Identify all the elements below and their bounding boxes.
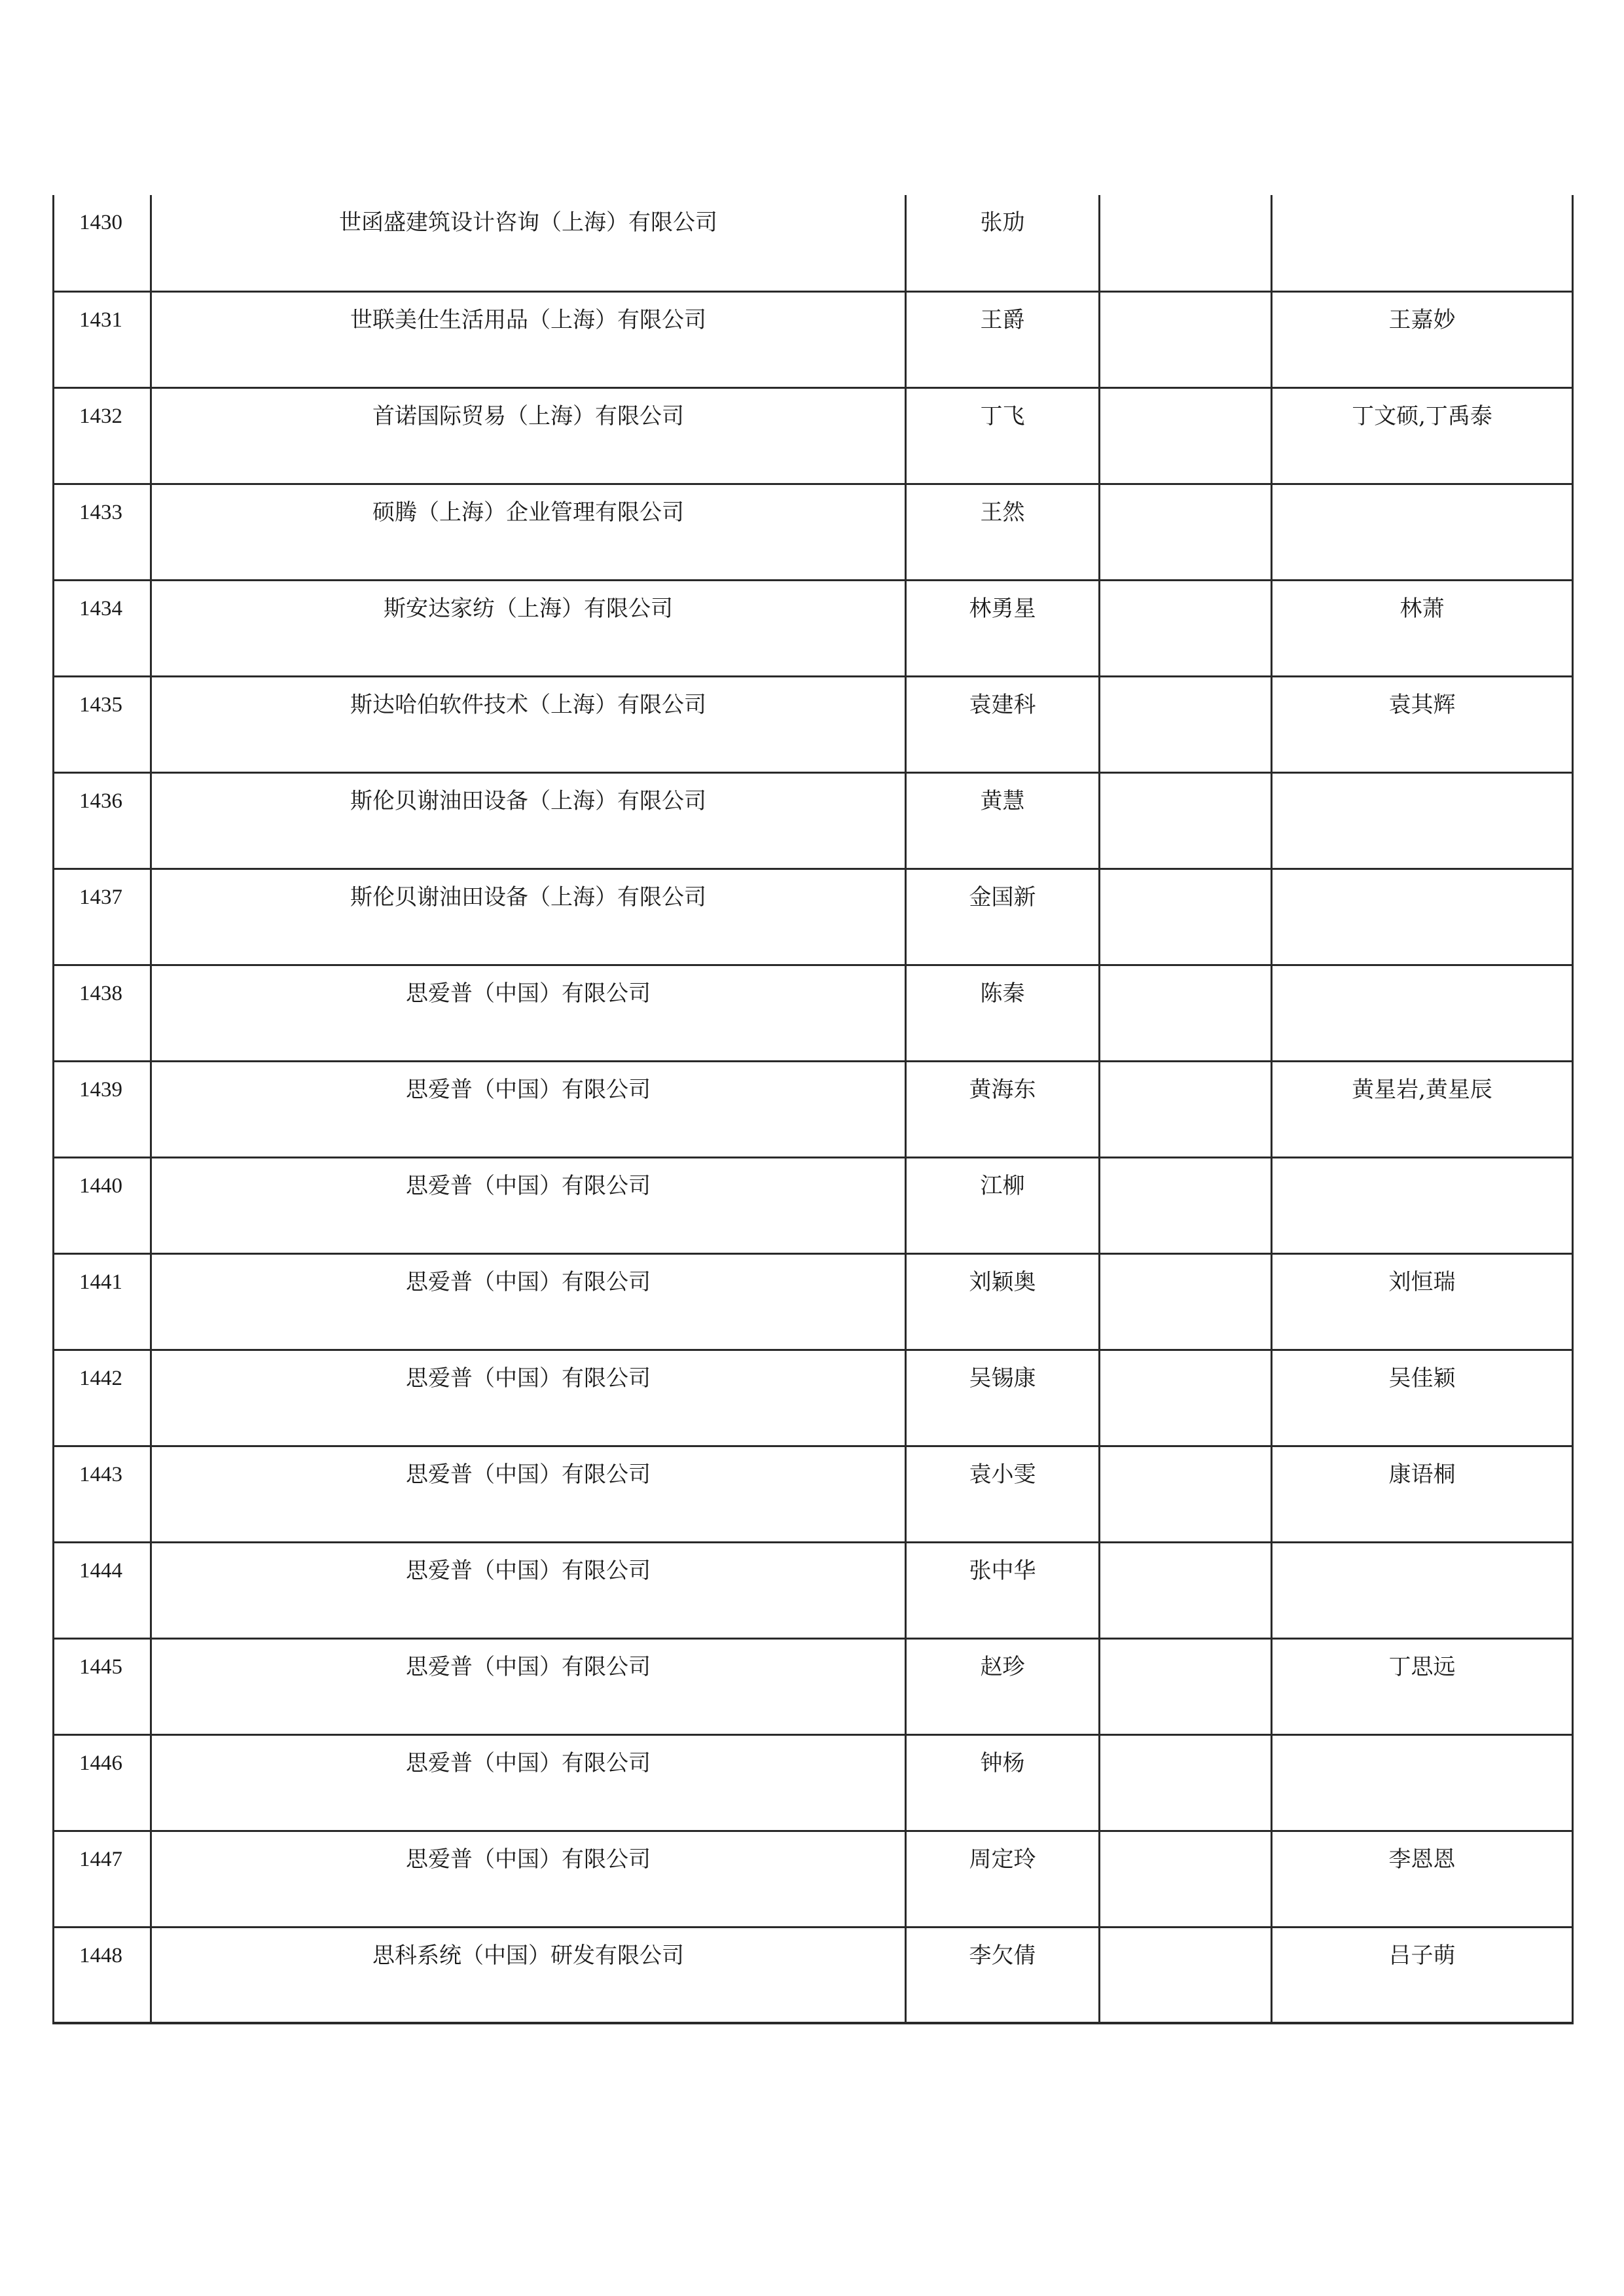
company-name: 思爱普（中国）有限公司 xyxy=(151,1253,906,1350)
blank-cell xyxy=(1100,1638,1272,1734)
family-names: 丁思远 xyxy=(1272,1638,1573,1734)
blank-cell xyxy=(1100,1157,1272,1253)
blank-cell xyxy=(1100,1734,1272,1831)
company-name: 思科系统（中国）研发有限公司 xyxy=(151,1927,906,2023)
employee-name: 赵珍 xyxy=(906,1638,1100,1734)
blank-cell xyxy=(1100,484,1272,580)
employee-name: 钟杨 xyxy=(906,1734,1100,1831)
blank-cell xyxy=(1100,1061,1272,1157)
company-name: 思爱普（中国）有限公司 xyxy=(151,1157,906,1253)
table-row xyxy=(54,1831,1573,1927)
table-row xyxy=(54,1638,1573,1734)
blank-cell xyxy=(1100,869,1272,965)
table-row xyxy=(54,387,1573,484)
blank-cell xyxy=(1100,1927,1272,2023)
employee-name: 江柳 xyxy=(906,1157,1100,1253)
table-row xyxy=(54,1350,1573,1446)
row-number: 1438 xyxy=(54,965,151,1061)
blank-cell xyxy=(1100,1350,1272,1446)
family-names: 吕子萌 xyxy=(1272,1927,1573,2023)
row-number: 1431 xyxy=(54,291,151,387)
company-name: 斯安达家纺（上海）有限公司 xyxy=(151,580,906,676)
employee-name: 袁建科 xyxy=(906,676,1100,772)
employee-name: 周定玲 xyxy=(906,1831,1100,1927)
family-names: 黄星岩,黄星辰 xyxy=(1272,1061,1573,1157)
table-row xyxy=(54,195,1573,291)
family-names: 林萧 xyxy=(1272,580,1573,676)
employee-name: 黄海东 xyxy=(906,1061,1100,1157)
table-row xyxy=(54,1253,1573,1350)
table-row xyxy=(54,869,1573,965)
company-name: 思爱普（中国）有限公司 xyxy=(151,1831,906,1927)
row-number: 1441 xyxy=(54,1253,151,1350)
blank-cell xyxy=(1100,1831,1272,1927)
employee-name: 陈秦 xyxy=(906,965,1100,1061)
table-row xyxy=(54,772,1573,869)
table-row xyxy=(54,965,1573,1061)
table-row xyxy=(54,1542,1573,1638)
employee-name: 吴锡康 xyxy=(906,1350,1100,1446)
row-number: 1448 xyxy=(54,1927,151,2023)
company-name: 思爱普（中国）有限公司 xyxy=(151,1446,906,1542)
employee-name: 金国新 xyxy=(906,869,1100,965)
employee-name: 王爵 xyxy=(906,291,1100,387)
family-names: 王嘉妙 xyxy=(1272,291,1573,387)
family-names xyxy=(1272,965,1573,1061)
table-row xyxy=(54,1157,1573,1253)
family-names xyxy=(1272,484,1573,580)
company-name: 思爱普（中国）有限公司 xyxy=(151,965,906,1061)
blank-cell xyxy=(1100,195,1272,291)
row-number: 1445 xyxy=(54,1638,151,1734)
employee-name: 张中华 xyxy=(906,1542,1100,1638)
family-names xyxy=(1272,1542,1573,1638)
employee-name: 李欠倩 xyxy=(906,1927,1100,2023)
table-row xyxy=(54,1734,1573,1831)
table-row xyxy=(54,1927,1573,2023)
company-name: 首诺国际贸易（上海）有限公司 xyxy=(151,387,906,484)
table-row xyxy=(54,1446,1573,1542)
row-number: 1434 xyxy=(54,580,151,676)
row-number: 1439 xyxy=(54,1061,151,1157)
family-names xyxy=(1272,869,1573,965)
blank-cell xyxy=(1100,387,1272,484)
row-number: 1443 xyxy=(54,1446,151,1542)
blank-cell xyxy=(1100,580,1272,676)
blank-cell xyxy=(1100,1446,1272,1542)
row-number: 1442 xyxy=(54,1350,151,1446)
company-name: 思爱普（中国）有限公司 xyxy=(151,1734,906,1831)
roster-table xyxy=(52,195,1574,2024)
company-name: 思爱普（中国）有限公司 xyxy=(151,1350,906,1446)
family-names xyxy=(1272,772,1573,869)
employee-name: 刘颖奥 xyxy=(906,1253,1100,1350)
row-number: 1432 xyxy=(54,387,151,484)
row-number: 1444 xyxy=(54,1542,151,1638)
company-name: 思爱普（中国）有限公司 xyxy=(151,1061,906,1157)
company-name: 斯伦贝谢油田设备（上海）有限公司 xyxy=(151,869,906,965)
employee-name: 黄慧 xyxy=(906,772,1100,869)
family-names: 丁文硕,丁禹泰 xyxy=(1272,387,1573,484)
table-row xyxy=(54,1061,1573,1157)
company-name: 斯伦贝谢油田设备（上海）有限公司 xyxy=(151,772,906,869)
family-names: 袁其辉 xyxy=(1272,676,1573,772)
blank-cell xyxy=(1100,291,1272,387)
employee-name: 林勇星 xyxy=(906,580,1100,676)
roster-table-body xyxy=(54,195,1573,2023)
row-number: 1437 xyxy=(54,869,151,965)
company-name: 世联美仕生活用品（上海）有限公司 xyxy=(151,291,906,387)
table-row xyxy=(54,580,1573,676)
employee-name: 袁小雯 xyxy=(906,1446,1100,1542)
row-number: 1430 xyxy=(54,195,151,291)
row-number: 1440 xyxy=(54,1157,151,1253)
employee-name: 王然 xyxy=(906,484,1100,580)
company-name: 世函盛建筑设计咨询（上海）有限公司 xyxy=(151,195,906,291)
row-number: 1447 xyxy=(54,1831,151,1927)
blank-cell xyxy=(1100,965,1272,1061)
row-number: 1446 xyxy=(54,1734,151,1831)
company-name: 思爱普（中国）有限公司 xyxy=(151,1638,906,1734)
row-number: 1436 xyxy=(54,772,151,869)
family-names xyxy=(1272,195,1573,291)
family-names: 吴佳颖 xyxy=(1272,1350,1573,1446)
blank-cell xyxy=(1100,772,1272,869)
family-names: 李恩恩 xyxy=(1272,1831,1573,1927)
row-number: 1433 xyxy=(54,484,151,580)
table-row xyxy=(54,484,1573,580)
company-name: 硕腾（上海）企业管理有限公司 xyxy=(151,484,906,580)
table-row xyxy=(54,676,1573,772)
family-names xyxy=(1272,1157,1573,1253)
company-name: 思爱普（中国）有限公司 xyxy=(151,1542,906,1638)
company-name: 斯达哈伯软件技术（上海）有限公司 xyxy=(151,676,906,772)
family-names: 康语桐 xyxy=(1272,1446,1573,1542)
row-number: 1435 xyxy=(54,676,151,772)
blank-cell xyxy=(1100,1253,1272,1350)
family-names xyxy=(1272,1734,1573,1831)
employee-name: 张劢 xyxy=(906,195,1100,291)
blank-cell xyxy=(1100,1542,1272,1638)
blank-cell xyxy=(1100,676,1272,772)
family-names: 刘恒瑞 xyxy=(1272,1253,1573,1350)
employee-name: 丁飞 xyxy=(906,387,1100,484)
table-row xyxy=(54,291,1573,387)
